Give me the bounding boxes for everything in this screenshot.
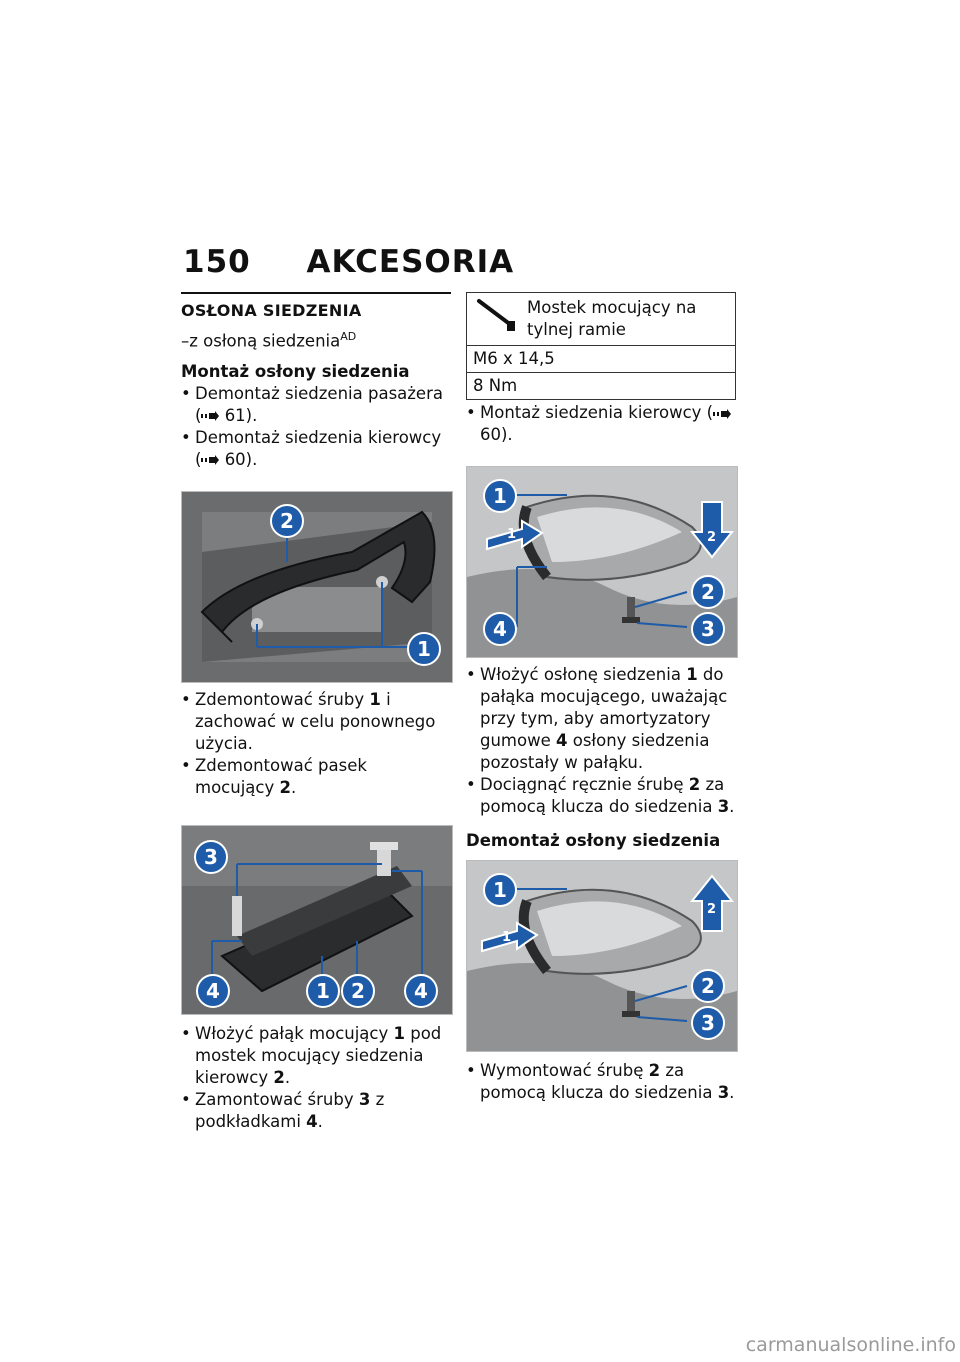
- torque-spec-table: [466, 292, 736, 400]
- torque-wrench-icon: [473, 297, 521, 333]
- callout-2: 2: [691, 969, 725, 1003]
- list-item: • Zamontować śruby 3 z podkładkami 4.: [181, 1089, 451, 1133]
- callout-2: 2: [270, 504, 304, 538]
- callout-1: 1: [483, 479, 517, 513]
- arrow-label-2: 2: [707, 530, 717, 545]
- callout-1: 1: [407, 632, 441, 666]
- list-item: • Zdemontować pasek mocujący 2.: [181, 755, 451, 799]
- callout-3: 3: [194, 840, 228, 874]
- spec-thread: M6 x 14,5: [467, 346, 736, 373]
- callout-1: 1: [483, 873, 517, 907]
- list-item: • Włożyć osłonę siedzenia 1 do pałąka mocującego, uważając przy tym, aby amortyzatory gumowe 4 osłony siedzenia pozostały w pałąku.: [466, 664, 736, 774]
- list-item: • Dociągnąć ręcznie śrubę 2 za pomocą klucza do siedzenia 3.: [466, 774, 736, 818]
- page-reference-arrow-icon: [201, 411, 219, 421]
- arrow-label-1: 1: [502, 930, 512, 945]
- callout-3: 3: [691, 1006, 725, 1040]
- list-item: • Włożyć pałąk mocujący 1 pod mostek mocujący siedzenia kierowcy 2.: [181, 1023, 451, 1089]
- list-item: • Demontaż siedzenia pasażera ( 61).: [181, 383, 451, 427]
- callout-3: 3: [691, 612, 725, 646]
- figure-remove-strap: [181, 491, 453, 683]
- arrow-label-2: 2: [707, 902, 717, 917]
- subhead-mount: Montaż osłony siedzenia: [181, 361, 410, 381]
- page-header: [183, 244, 514, 280]
- page-title: AKCESORIA: [306, 244, 515, 280]
- callout-4: 4: [196, 974, 230, 1008]
- spec-header: Mostek mocujący na tylnej ramie: [527, 298, 697, 339]
- list-item: • Montaż siedzenia kierowcy ( 60).: [466, 402, 736, 446]
- page-reference-arrow-icon: [201, 455, 219, 465]
- right-column: [466, 292, 736, 1104]
- callout-4: 4: [483, 612, 517, 646]
- availability-code: AD: [340, 330, 357, 343]
- watermark: carmanualsonline.info: [745, 1334, 956, 1356]
- callout-2: 2: [341, 974, 375, 1008]
- callout-4: 4: [404, 974, 438, 1008]
- figure-mount-seat-cover: [466, 466, 738, 658]
- section-title: OSŁONA SIEDZENIA: [181, 292, 451, 322]
- arrow-label-1: 1: [507, 527, 517, 542]
- figure-insert-bracket: [181, 825, 453, 1015]
- figure-demount-seat-cover: [466, 860, 738, 1052]
- callout-1: 1: [306, 974, 340, 1008]
- left-column: [181, 292, 451, 1133]
- list-item: • Demontaż siedzenia kierowcy ( 60).: [181, 427, 451, 471]
- spec-torque: 8 Nm: [467, 373, 736, 400]
- page-reference-arrow-icon: [713, 409, 731, 419]
- list-item: • Wymontować śrubę 2 za pomocą klucza do siedzenia 3.: [466, 1060, 736, 1104]
- availability-note: –z osłoną siedzenia$^{AD}$: [181, 330, 357, 351]
- list-item: • Zdemontować śruby 1 i zachować w celu ponownego użycia.: [181, 689, 451, 755]
- callout-2: 2: [691, 575, 725, 609]
- subhead-demount: Demontaż osłony siedzenia: [466, 831, 721, 850]
- page-number: 150: [183, 244, 251, 280]
